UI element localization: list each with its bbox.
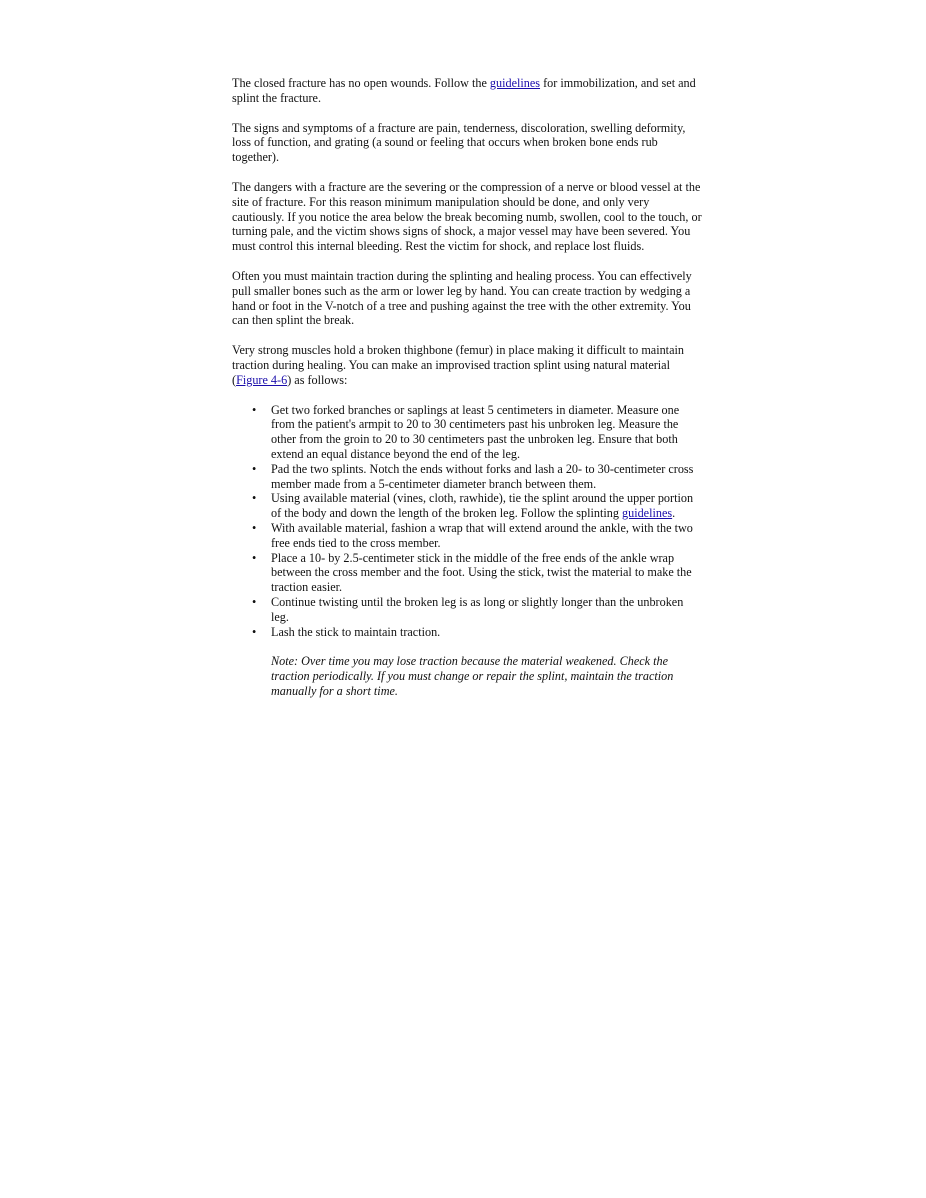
step-text: With available material, fashion a wrap that will extend around the ankle, with the two free ends tied to the cross member. bbox=[271, 520, 693, 550]
step-text: Place a 10- by 2.5-centimeter stick in the middle of the free ends of the ankle wrap between the cross member and the foot. Using the stick, twist the material to make the traction easier. bbox=[271, 550, 692, 595]
bullet-icon: • bbox=[252, 491, 257, 506]
traction-splint-steps bbox=[232, 403, 702, 640]
p5-text-before: Very strong muscles hold a broken thighbone (femur) in place making it difficult to maintain traction during healing. You can make an improvised traction splint using natural material ( bbox=[232, 343, 684, 387]
figure-4-6-link[interactable]: Figure 4-6 bbox=[236, 372, 288, 387]
document-page bbox=[232, 76, 702, 699]
list-item bbox=[232, 403, 702, 462]
bullet-icon: • bbox=[252, 520, 257, 535]
p5-text-after: ) as follows: bbox=[287, 372, 348, 387]
splinting-guidelines-link[interactable]: guidelines bbox=[622, 506, 673, 521]
step-text: Pad the two splints. Notch the ends without forks and lash a 20- to 30-centimeter cross member made from a 5-centimeter diameter branch between them. bbox=[271, 461, 694, 491]
note-text: Note: Over time you may lose traction because the material weakened. Check the traction periodically. If you must change or repair the splint, maintain the traction manually for a short time. bbox=[271, 654, 674, 698]
list-item bbox=[232, 625, 702, 640]
list-item bbox=[232, 462, 702, 492]
guidelines-link[interactable]: guidelines bbox=[489, 76, 541, 90]
p1-text-after: for immobilization, and set and splint the fracture. bbox=[232, 76, 696, 105]
bullet-icon: • bbox=[252, 594, 257, 609]
bullet-icon: • bbox=[252, 461, 257, 476]
bullet-icon: • bbox=[252, 550, 257, 565]
paragraph-dangers: The dangers with a fracture are the severing or the compression of a nerve or blood vessel at the site of fracture. For this reason minimum manipulation should be done, and only very cautiously. If you notice the area below the break becoming numb, swollen, cool to the touch, or turning pale, and the victim shows signs of shock, a major vessel may have been severed. You must control this internal bleeding. Rest the victim for shock, and replace lost fluids. bbox=[232, 179, 702, 254]
paragraph-signs-symptoms: The signs and symptoms of a fracture are pain, tenderness, discoloration, swelling deformity, loss of function, and grating (a sound or feeling that occurs when broken bone ends rub together). bbox=[232, 120, 686, 165]
step-text: Continue twisting until the broken leg is as long or slightly longer than the unbroken leg. bbox=[271, 594, 684, 624]
bullet-icon: • bbox=[252, 624, 257, 639]
step-text: Lash the stick to maintain traction. bbox=[271, 624, 441, 639]
list-item bbox=[232, 595, 702, 625]
step-text-after: . bbox=[672, 506, 676, 521]
list-item bbox=[232, 551, 702, 595]
p1-text-before: The closed fracture has no open wounds. Follow the bbox=[232, 76, 490, 90]
paragraph-closed-fracture bbox=[232, 76, 702, 106]
list-item bbox=[232, 491, 702, 521]
list-item bbox=[232, 521, 702, 551]
step-text-before: Using available material (vines, cloth, rawhide), tie the splint around the upper portion of the body and down the length of the broken leg. Follow the splinting bbox=[271, 491, 694, 521]
paragraph-traction: Often you must maintain traction during the splinting and healing process. You can effectively pull smaller bones such as the arm or lower leg by hand. You can create traction by wedging a hand or foot in the V-notch of a tree and pushing against the tree with the other extremity. You can then splint the break. bbox=[232, 268, 692, 328]
step-text: Get two forked branches or saplings at least 5 centimeters in diameter. Measure one from the patient's armpit to 20 to 30 centimeters past his unbroken leg. Measure the other from the groin to 20 to 30 centimeters past the unbroken leg. Ensure that both extend an equal distance beyond the end of the leg. bbox=[271, 402, 680, 461]
bullet-icon: • bbox=[252, 402, 257, 417]
paragraph-thighbone bbox=[232, 343, 702, 387]
